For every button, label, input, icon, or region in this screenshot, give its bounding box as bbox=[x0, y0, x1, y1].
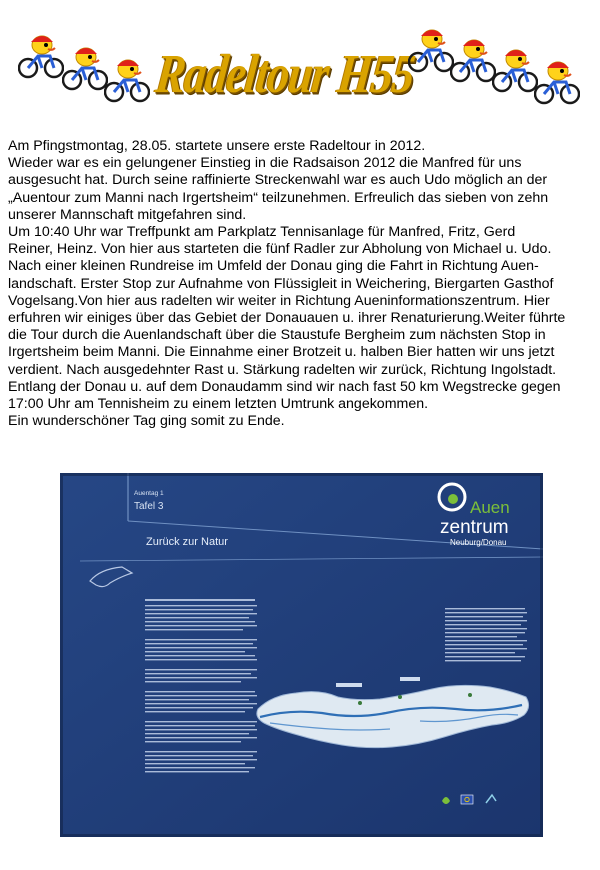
article-line: die Tour durch die Auenlandschaft über die Staustufe Bergheim zum nächsten Stop in bbox=[8, 327, 546, 344]
article-line: Nach einer kleinen Rundreise im Umfeld der Donau ging die Fahrt in Richtung Auen- bbox=[8, 258, 539, 275]
article-line: Um 10:40 Uhr war Treffpunkt am Parkplatz Tennisanlage für Manfred, Fritz, Gerd bbox=[8, 224, 516, 241]
article-body bbox=[8, 138, 600, 430]
cyclist-mascot-icon bbox=[492, 44, 538, 94]
article-line: landschaft. Erster Stop zur Aufnahme von Flüssigleit in Weichering, Biergarten Gasthof bbox=[8, 275, 554, 292]
info-sign-graphic bbox=[60, 473, 543, 837]
article-line: erfuhren wir einiges über das Gebiet der Donauauen u. ihrer Renaturierung.Weiter führte bbox=[8, 310, 566, 327]
logo-line3: Neuburg/Donau bbox=[450, 538, 507, 547]
info-sign-photo bbox=[60, 473, 543, 837]
cyclist-mascot-icon bbox=[534, 56, 580, 106]
cyclist-mascot-icon bbox=[18, 30, 64, 80]
article-line: „Auentour zum Manni nach Irgertsheim“ teilzunehmen. Erfreulich das sieben von zehn bbox=[8, 189, 549, 206]
article-line: Vogelsang.Von hier aus radelten wir weiter in Richtung Aueninformationszentrum. Hier bbox=[8, 292, 550, 309]
logo-line1: Auen bbox=[470, 498, 510, 517]
article-line: Wieder war es ein gelungener Einstieg in die Radsaison 2012 die Manfred für uns bbox=[8, 155, 522, 172]
cyclist-mascot-icon bbox=[104, 54, 150, 104]
article-line: Reiner, Heinz. Von hier aus starteten die fünf Radler zur Abholung von Michael u. Udo. bbox=[8, 241, 552, 258]
article-line: Irgertsheim beim Manni. Die Einnahme einer Brotzeit u. halben Bier hatten wir uns jetzt bbox=[8, 344, 555, 361]
cyclist-mascot-icon bbox=[62, 42, 108, 92]
article-line: Ein wunderschöner Tag ging somit zu Ende. bbox=[8, 413, 285, 430]
header-banner bbox=[0, 0, 600, 130]
sign-tab-line2: Tafel 3 bbox=[134, 501, 164, 512]
cyclist-mascot-icon bbox=[450, 34, 496, 84]
sign-tab-line1: Auentag 1 bbox=[134, 490, 164, 497]
logo-line2: zentrum bbox=[440, 517, 509, 538]
page-title: Radeltour H55 bbox=[152, 43, 418, 105]
sign-heading: Zurück zur Natur bbox=[146, 536, 228, 548]
article-line: 17:00 Uhr am Tennisheim zu einem letzten Umtrunk angekommen. bbox=[8, 396, 429, 413]
article-line: verdient. Nach ausgedehnter Rast u. Stärkung radelten wir zurück, Richtung Ingolstadt. bbox=[8, 361, 557, 378]
article-line: unserer Mannschaft mitgefahren sind. bbox=[8, 206, 247, 223]
article-line: Am Pfingstmontag, 28.05. startete unsere erste Radeltour in 2012. bbox=[8, 138, 426, 154]
article-line: ausgesucht hat. Durch seine raffinierte Streckenwahl war es auch Udo möglich an der bbox=[8, 172, 548, 189]
article-line: Entlang der Donau u. auf dem Donaudamm sind wir nach fast 50 km Wegstrecke gegen bbox=[8, 378, 561, 395]
cyclist-mascot-icon bbox=[408, 24, 454, 74]
